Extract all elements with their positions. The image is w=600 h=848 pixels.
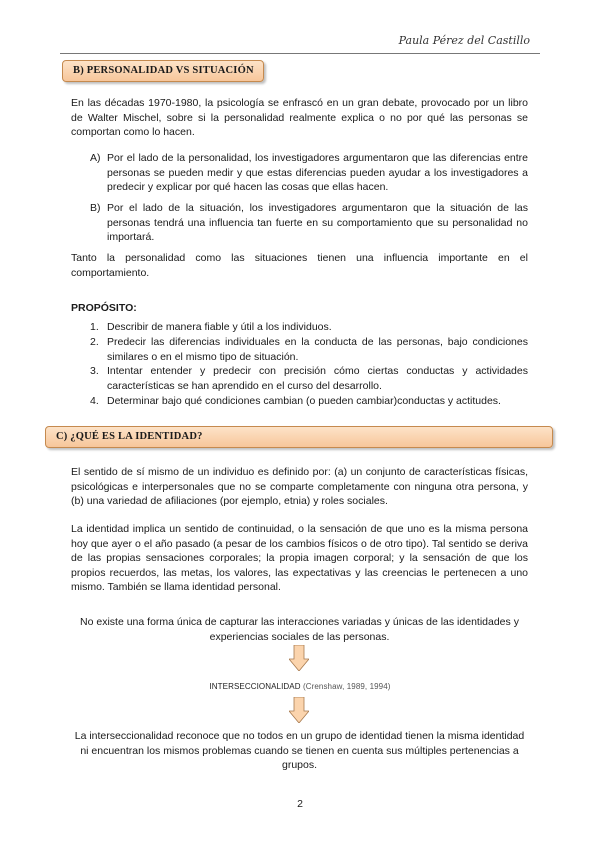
- section-c-heading: [45, 426, 553, 448]
- header-divider: [60, 53, 540, 54]
- interseccionalidad-citation: (Crenshaw, 1989, 1994): [302, 682, 391, 691]
- list-marker: A): [90, 152, 101, 164]
- section-c-paragraph-3: No existe una forma única de capturar las interacciones variadas y únicas de las identidades y experiencias sociales de las personas.: [80, 616, 519, 643]
- header-author: Paula Pérez del Castillo: [398, 34, 530, 47]
- proposito-title: PROPÓSITO:: [71, 302, 137, 314]
- section-b-intro: En las décadas 1970-1980, la psicología se enfrascó en un gran debate, provocado por un libro de Walter Mischel, sobre si la personalidad realmente explica o no por qué las personas se comportan como lo hacen.: [71, 97, 528, 139]
- list-item: [90, 364, 528, 393]
- list-marker: 2.: [90, 336, 99, 348]
- section-c-paragraph-4: La interseccionalidad reconoce que no todos en un grupo de identidad tienen la misma identidad ni encuentran los mismos problemas cuando se tienen en cuenta sus múltiples pertenencias a grupos.: [74, 730, 525, 772]
- list-marker: 3.: [90, 365, 99, 377]
- list-item: [90, 151, 528, 195]
- list-item-text: Por el lado de la situación, los investigadores argumentaron que la situación de las personas tendrá una influencia tan fuerte en su comportamiento que su personalidad no importará.: [107, 202, 528, 244]
- list-item-text: Predecir las diferencias individuales en la conducta de las personas, bajo condiciones similares o en el mismo tipo de situación.: [107, 336, 528, 363]
- list-item: [90, 320, 528, 335]
- interseccionalidad-term: INTERSECCIONALIDAD: [209, 682, 301, 691]
- page-number: 2: [297, 798, 303, 810]
- section-c-paragraph-1: El sentido de sí mismo de un individuo es definido por: (a) un conjunto de características físicas, psicológicas e interpersonales que no se comparte completamente con ninguna otra persona, y (b) una variedad de afiliaciones (por ejemplo, etnia) y roles sociales.: [71, 466, 528, 508]
- list-item: [90, 201, 528, 245]
- list-item-text: Intentar entender y predecir con precisión cómo ciertas conductas y actividades características se han aprendido en el curso del desarrollo.: [107, 365, 528, 392]
- down-arrow-icon: [289, 645, 309, 671]
- down-arrow-icon: [289, 697, 309, 723]
- list-item-text: Describir de manera fiable y útil a los individuos.: [107, 321, 332, 333]
- list-marker: 4.: [90, 395, 99, 407]
- list-item-text: Por el lado de la personalidad, los investigadores argumentaron que las diferencias entre personas se pueden medir y que estas diferencias pueden ayudar a los investigadores a predecir y explicar por qué hacen las cosas que ellas hacen.: [107, 152, 528, 194]
- interseccionalidad-label: [100, 682, 500, 691]
- section-c-paragraph-2: La identidad implica un sentido de continuidad, o la sensación de que uno es la misma persona hoy que ayer o el año pasado (a pesar de los cambios físicos o de otro tipo). Tal sentido se deriva de las propias sensaciones corporales; la propia imagen corporal; y la sensación de que los propios recuerdos, las metas, los valores, las expectativas y las creencias le pertenecen a uno mismo. También se llama identidad personal.: [71, 523, 528, 594]
- list-marker: B): [90, 202, 101, 214]
- list-marker: 1.: [90, 321, 99, 333]
- list-item: [90, 394, 528, 409]
- section-c-title: C) ¿QUÉ ES LA IDENTIDAD?: [56, 431, 203, 442]
- list-item-text: Determinar bajo qué condiciones cambian (o pueden cambiar)conductas y actitudes.: [107, 395, 501, 407]
- section-b-title: B) PERSONALIDAD VS SITUACIÓN: [73, 65, 254, 76]
- section-b-heading: [62, 60, 264, 82]
- section-b-conclusion: Tanto la personalidad como las situaciones tienen una influencia importante en el comportamiento.: [71, 252, 528, 279]
- list-item: [90, 335, 528, 364]
